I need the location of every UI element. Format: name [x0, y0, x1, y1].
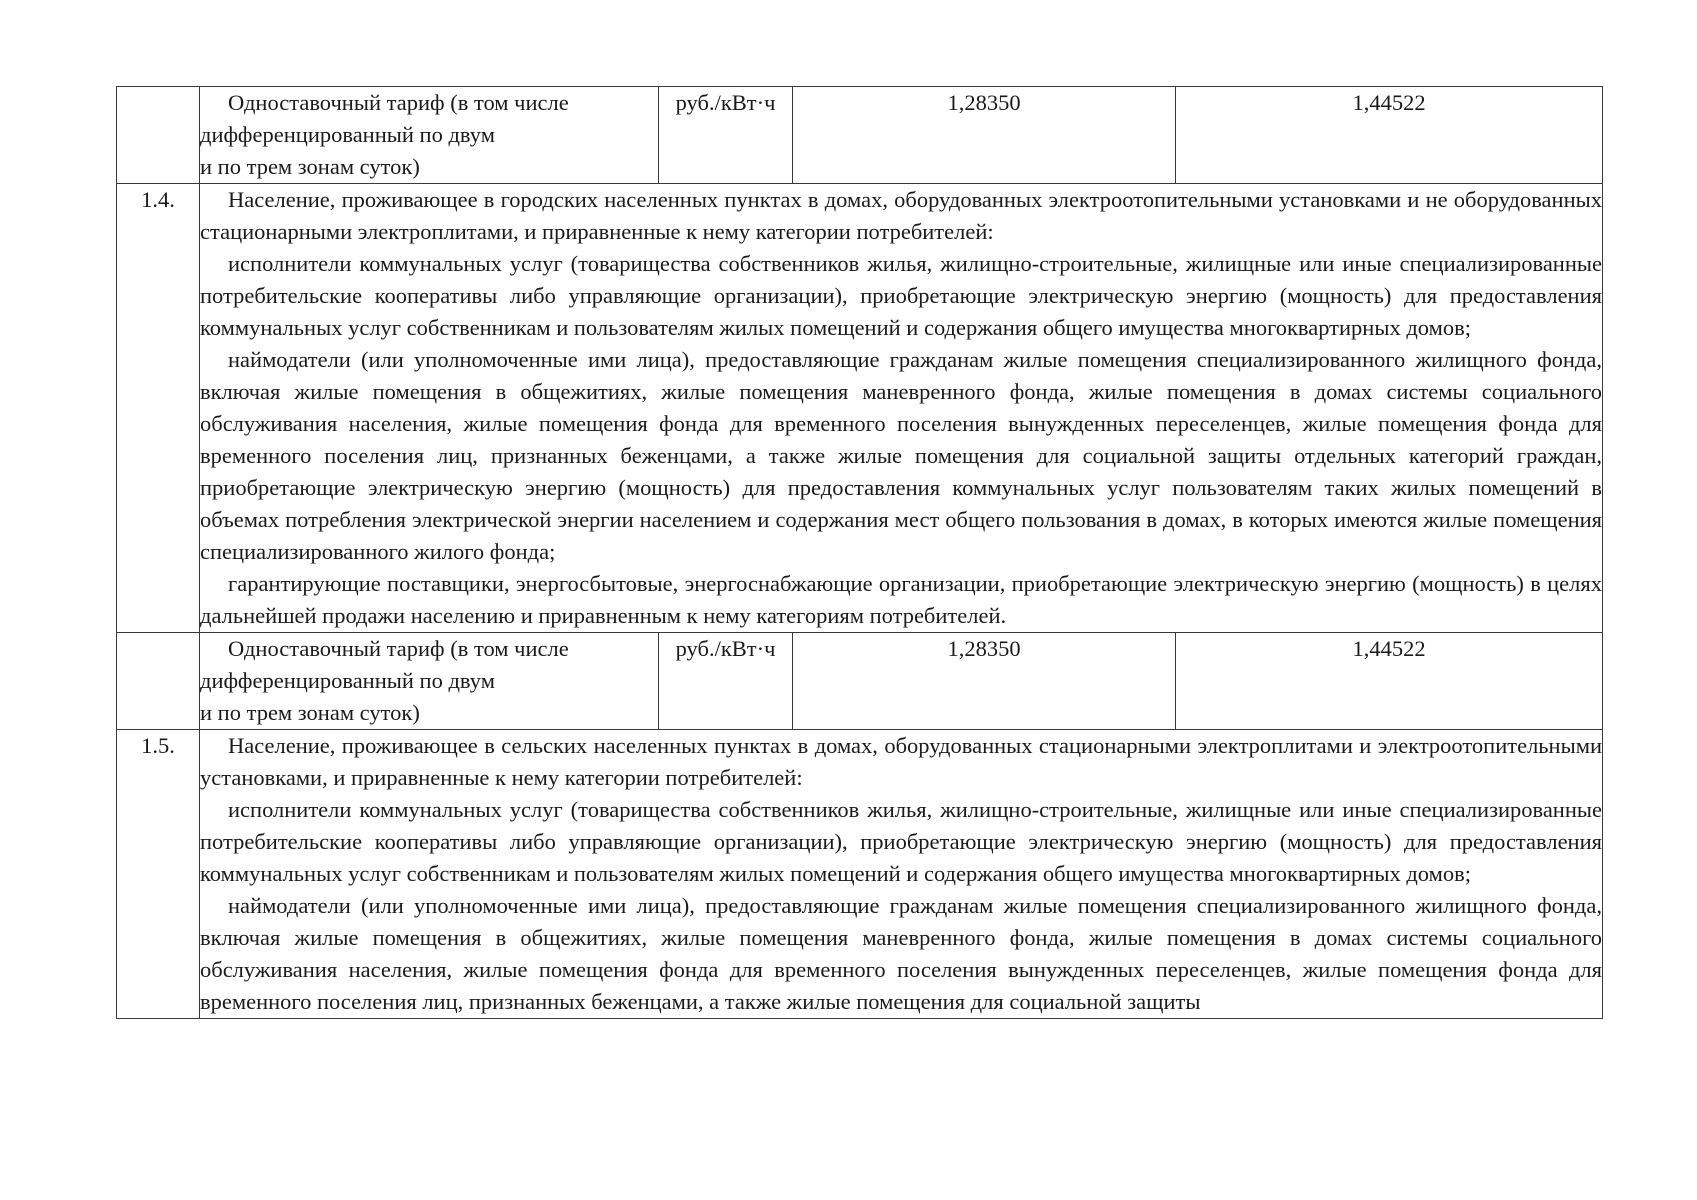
section-paragraph: наймодатели (или уполномоченные ими лица), предоставляющие гражданам жилые помещения специализированного жилищного фонда, включая жилые помещения в общежитиях, жилые помещения маневренного фонда, жилые помещения в домах системы социального обслуживания населения, жилые помещения фонда для временного поселения вынужденных переселенцев, жилые помещения фонда для временного поселения лиц, признанных беженцами, а также жилые помещения для социальной защиты отдельных категорий граждан, приобретающие электрическую энергию (мощность) для предоставления коммунальных услуг пользователям таких жилых помещений в объемах потребления электрической энергии населением и содержания мест общего пользования в домах, в которых имеются жилые помещения специализированного жилого фонда;	[200, 347, 1602, 564]
tariff-table	[116, 86, 1603, 1019]
tariff-value-first-half: 1,28350	[793, 87, 1176, 184]
tariff-row	[117, 633, 1603, 730]
section-description	[200, 730, 1603, 1019]
tariff-name-line: дифференцированный по двум	[200, 668, 495, 693]
row-number-cell	[117, 633, 200, 730]
section-row	[117, 184, 1603, 633]
section-row	[117, 730, 1603, 1019]
section-description	[200, 184, 1603, 633]
section-paragraph: исполнители коммунальных услуг (товарищества собственников жилья, жилищно-строительные, жилищные или иные специализированные потребительские кооперативы либо управляющие организации), приобретающие электрическую энергию (мощность) для предоставления коммунальных услуг собственникам и пользователям жилых помещений и содержания общего имущества многоквартирных домов;	[200, 251, 1602, 340]
section-paragraph: наймодатели (или уполномоченные ими лица), предоставляющие гражданам жилые помещения специализированного жилищного фонда, включая жилые помещения в общежитиях, жилые помещения маневренного фонда, жилые помещения в домах системы социального обслуживания населения, жилые помещения фонда для временного поселения вынужденных переселенцев, жилые помещения фонда для временного поселения лиц, признанных беженцами, а также жилые помещения для социальной защиты	[200, 893, 1602, 1014]
tariff-name-line: Одноставочный тариф (в том числе	[228, 90, 569, 115]
tariff-name-line: Одноставочный тариф (в том числе	[228, 636, 569, 661]
tariff-value-second-half: 1,44522	[1176, 87, 1603, 184]
document-page	[116, 86, 1602, 1019]
tariff-name-cell	[200, 87, 659, 184]
tariff-name-cell	[200, 633, 659, 730]
tariff-unit-cell: руб./кВт·ч	[659, 633, 793, 730]
tariff-value-first-half: 1,28350	[793, 633, 1176, 730]
row-number-cell	[117, 87, 200, 184]
tariff-name-line: дифференцированный по двум	[200, 122, 495, 147]
section-number: 1.4.	[117, 184, 200, 633]
tariff-name-line: и по трем зонам суток)	[200, 700, 420, 725]
section-paragraph: Население, проживающее в сельских населенных пунктах в домах, оборудованных стационарными электроплитами и электроотопительными установками, и приравненные к нему категории потребителей:	[200, 733, 1602, 790]
tariff-name-line: и по трем зонам суток)	[200, 154, 420, 179]
section-paragraph: исполнители коммунальных услуг (товарищества собственников жилья, жилищно-строительные, жилищные или иные специализированные потребительские кооперативы либо управляющие организации), приобретающие электрическую энергию (мощность) для предоставления коммунальных услуг собственникам и пользователям жилых помещений и содержания общего имущества многоквартирных домов;	[200, 797, 1602, 886]
section-paragraph: гарантирующие поставщики, энергосбытовые, энергоснабжающие организации, приобретающие электрическую энергию (мощность) в целях дальнейшей продажи населению и приравненным к нему категориям потребителей.	[200, 571, 1602, 628]
tariff-value-second-half: 1,44522	[1176, 633, 1603, 730]
section-paragraph: Население, проживающее в городских населенных пунктах в домах, оборудованных электроотопительными установками и не оборудованных стационарными электроплитами, и приравненные к нему категории потребителей:	[200, 187, 1602, 244]
tariff-row	[117, 87, 1603, 184]
section-number: 1.5.	[117, 730, 200, 1019]
tariff-unit-cell: руб./кВт·ч	[659, 87, 793, 184]
